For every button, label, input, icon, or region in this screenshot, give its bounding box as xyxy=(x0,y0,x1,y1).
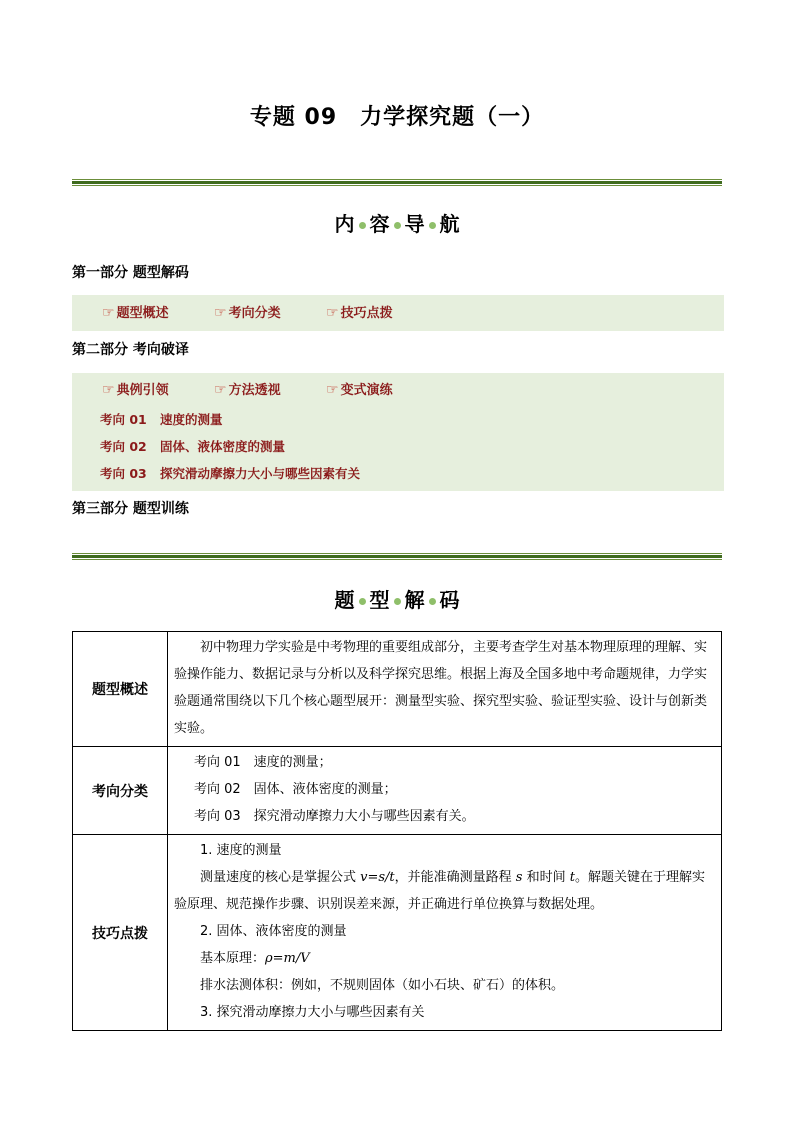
nav-item-examples[interactable]: ☞ 典例引领 xyxy=(102,382,169,398)
decode-section-header: 题 型 解 码 xyxy=(334,588,460,612)
tips-heading-1: 1. 速度的测量 xyxy=(200,843,282,858)
green-dot-icon xyxy=(429,598,436,605)
nav-item-practice[interactable]: ☞ 变式演练 xyxy=(326,382,393,398)
document-title: 专题 09 力学探究题（一） xyxy=(249,105,545,130)
nav-item-overview[interactable]: ☞ 题型概述 xyxy=(102,305,169,321)
green-dot-icon xyxy=(394,598,401,605)
summary-table xyxy=(72,631,722,1031)
tips-heading-3: 3. 探究滑动摩擦力大小与哪些因素有关 xyxy=(200,1005,425,1020)
classification-line: 考向 03 探究滑动摩擦力大小与哪些因素有关。 xyxy=(194,809,475,824)
tips-paragraph-2: 排水法测体积：例如，不规则固体（如小石块、矿石）的体积。 xyxy=(200,978,565,993)
green-dot-icon xyxy=(394,222,401,229)
overview-text: 初中物理力学实验是中考物理的重要组成部分，主要考查学生对基本物理原理的理解、实验操作能力、数据记录与分析以及科学探究思维。根据上海及全国多地中考命题规律，力学实验题通常围绕以下几个核心题型展开：测量型实验、探究型实验、验证型实验、设计与创新类实验。 xyxy=(174,640,708,736)
tips-heading-2: 2. 固体、液体密度的测量 xyxy=(200,924,347,939)
part2-band xyxy=(72,373,724,491)
classification-cell xyxy=(168,747,722,835)
nav-item-methods[interactable]: ☞ 方法透视 xyxy=(214,382,281,398)
part2-label: 第二部分 考向破译 xyxy=(72,342,189,358)
topic-link-02[interactable]: 考向 02 固体、液体密度的测量 xyxy=(100,439,286,454)
nav-item-tips[interactable]: ☞ 技巧点拨 xyxy=(326,305,393,321)
row-label-overview: 题型概述 xyxy=(73,632,168,747)
section-divider xyxy=(72,179,722,185)
part1-band xyxy=(72,295,724,331)
part1-label: 第一部分 题型解码 xyxy=(72,265,189,281)
row-label-classification: 考向分类 xyxy=(73,747,168,835)
green-dot-icon xyxy=(359,598,366,605)
pointing-hand-icon: ☞ xyxy=(214,382,227,398)
table-row xyxy=(73,632,722,747)
pointing-hand-icon: ☞ xyxy=(214,305,227,321)
section-divider xyxy=(72,553,722,559)
green-dot-icon xyxy=(359,222,366,229)
part3-label: 第三部分 题型训练 xyxy=(72,501,189,517)
tips-cell xyxy=(168,835,722,1031)
pointing-hand-icon: ☞ xyxy=(102,305,115,321)
table-row xyxy=(73,747,722,835)
nav-item-classification[interactable]: ☞ 考向分类 xyxy=(214,305,281,321)
classification-line: 考向 01 速度的测量； xyxy=(194,755,332,770)
row-label-tips: 技巧点拨 xyxy=(73,835,168,1031)
pointing-hand-icon: ☞ xyxy=(326,305,339,321)
pointing-hand-icon: ☞ xyxy=(326,382,339,398)
green-dot-icon xyxy=(429,222,436,229)
table-row xyxy=(73,835,722,1031)
tips-paragraph-1: 测量速度的核心是掌握公式 v=s/t，并能准确测量路程 s 和时间 t。解题关键在于理解实验原理、规范操作步骤、识别误差来源，并正确进行单位换算与数据处理。 xyxy=(174,870,705,912)
overview-cell xyxy=(168,632,722,747)
nav-section-header: 内 容 导 航 xyxy=(334,212,460,236)
tips-principle: 基本原理：ρ=m/V xyxy=(200,951,310,966)
pointing-hand-icon: ☞ xyxy=(102,382,115,398)
classification-line: 考向 02 固体、液体密度的测量； xyxy=(194,782,397,797)
topic-link-01[interactable]: 考向 01 速度的测量 xyxy=(100,412,223,427)
topic-link-03[interactable]: 考向 03 探究滑动摩擦力大小与哪些因素有关 xyxy=(100,466,361,481)
